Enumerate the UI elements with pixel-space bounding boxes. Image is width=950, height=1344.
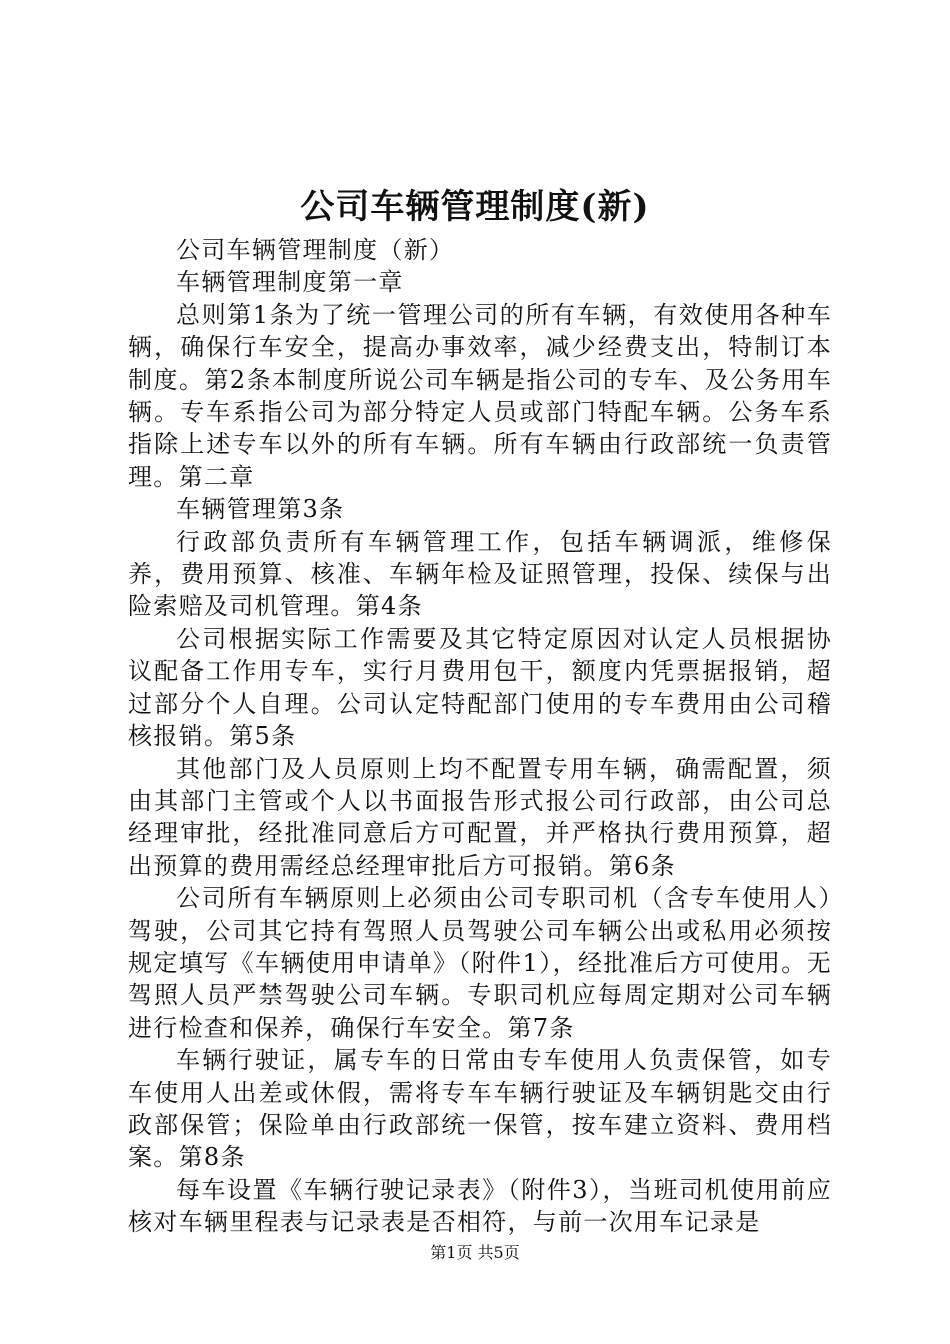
document-title: 公司车辆管理制度(新) (300, 187, 650, 227)
page-number-footer: 第1页 共5页 (430, 1243, 520, 1262)
paragraph: 其他部门及人员原则上均不配置专用车辆，确需配置，须由其部门主管或个人以书面报告形式报公司行政部，由公司总经理审批，经批准同意后方可配置，并严格执行费用预算，超出预算的费用需经总经理审批后方可报销。第6条 (128, 754, 832, 880)
document-body (128, 234, 832, 1239)
paragraph: 车辆管理第3条 (176, 495, 345, 524)
paragraph: 总则第1条为了统一管理公司的所有车辆，有效使用各种车辆，确保行车安全，提高办事效率，减少经费支出，特制订本制度。第2条本制度所说公司车辆是指公司的专车、及公务用车辆。专车系指公司为部分特定人员或部门特配车辆。公务车系指除上述专车以外的所有车辆。所有车辆由行政部统一负责管理。第二章 (128, 300, 832, 491)
paragraph: 公司车辆管理制度（新） (176, 236, 455, 264)
paragraph: 每车设置《车辆行驶记录表》（附件3），当班司机使用前应核对车辆里程表与记录表是否相符，与前一次用车记录是 (128, 1175, 832, 1237)
paragraph: 公司根据实际工作需要及其它特定原因对认定人员根据协议配备工作用专车，实行月费用包干，额度内凭票据报销，超过部分个人自理。公司认定特配部门使用的专车费用由公司稽核报销。第5条 (128, 624, 832, 751)
paragraph: 车辆管理制度第一章 (176, 268, 404, 297)
paragraph: 公司所有车辆原则上必须由公司专职司机（含专车使用人）驾驶，公司其它持有驾照人员驾驶公司车辆公出或私用必须按规定填写《车辆使用申请单》（附件1），经批准后方可使用。无驾照人员严禁驾驶公司车辆。专职司机应每周定期对公司车辆进行检查和保养，确保行车安全。第7条 (128, 884, 832, 1042)
paragraph: 车辆行驶证，属专车的日常由专车使用人负责保管，如专车使用人出差或休假，需将专车车辆行驶证及车辆钥匙交由行政部保管；保险单由行政部统一保管，按车建立资料、费用档案。第8条 (128, 1046, 832, 1172)
paragraph: 行政部负责所有车辆管理工作，包括车辆调派，维修保养，费用预算、核准、车辆年检及证照管理，投保、续保与出险索赔及司机管理。第4条 (128, 527, 832, 621)
